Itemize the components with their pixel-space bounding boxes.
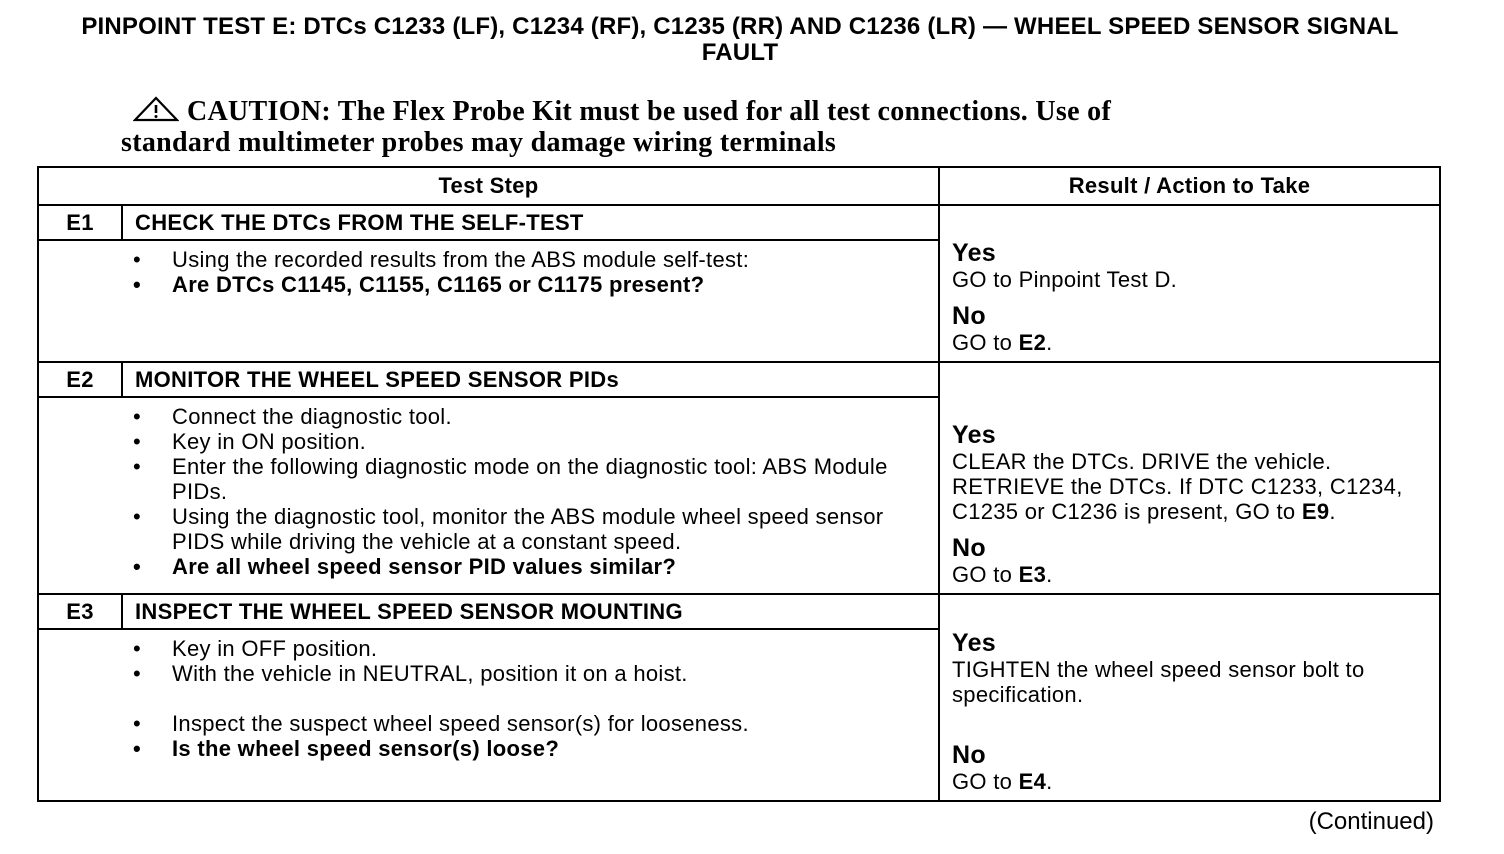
step-result-cell bbox=[939, 362, 1440, 594]
caution-notice bbox=[121, 96, 1251, 158]
pinpoint-test-table bbox=[37, 166, 1441, 802]
yes-action: GO to Pinpoint Test D. bbox=[952, 267, 1178, 292]
step-result-cell bbox=[939, 205, 1440, 362]
list-item: • Connect the diagnostic tool. bbox=[133, 404, 938, 429]
yes-label: Yes bbox=[952, 421, 997, 449]
list-item: • Key in OFF position. bbox=[133, 636, 938, 661]
yes-action: CLEAR the DTCs. DRIVE the vehicle. RETRIEVE the DTCs. If DTC C1233, C1234, C1235 or C1236 is present, GO to E9. bbox=[952, 449, 1403, 524]
yes-label: Yes bbox=[952, 239, 997, 267]
no-label: No bbox=[952, 741, 986, 769]
step-title: INSPECT THE WHEEL SPEED SENSOR MOUNTING bbox=[122, 594, 939, 629]
list-item: • Inspect the suspect wheel speed sensor(s) for looseness. bbox=[133, 711, 938, 736]
step-title-row bbox=[38, 205, 1440, 240]
yes-label: Yes bbox=[952, 629, 997, 657]
step-id: E1 bbox=[38, 205, 122, 240]
test-step-header: Test Step bbox=[38, 167, 939, 205]
no-action: GO to E2. bbox=[952, 330, 1053, 355]
no-action: GO to E4. bbox=[952, 769, 1053, 794]
list-item: • With the vehicle in NEUTRAL, position it on a hoist. bbox=[133, 661, 938, 686]
yes-action-target: E9 bbox=[1301, 499, 1330, 524]
step-title-row bbox=[38, 594, 1440, 629]
step-title: CHECK THE DTCs FROM THE SELF-TEST bbox=[122, 205, 939, 240]
warning-triangle-icon bbox=[133, 96, 179, 122]
step-body bbox=[38, 240, 939, 362]
step-id: E3 bbox=[38, 594, 122, 629]
step-body bbox=[38, 397, 939, 594]
yes-action: TIGHTEN the wheel speed sensor bolt to specification. bbox=[952, 657, 1365, 707]
no-label: No bbox=[952, 534, 986, 562]
no-action-target: E4 bbox=[1018, 769, 1047, 794]
step-body bbox=[38, 629, 939, 801]
page-title: PINPOINT TEST E: DTCs C1233 (LF), C1234 (RF), C1235 (RR) AND C1236 (LR) — WHEEL SPEED SENSOR SIGNAL FAULT bbox=[81, 13, 1399, 66]
list-item-question: • Are all wheel speed sensor PID values similar? bbox=[133, 554, 938, 579]
continued-label: (Continued) bbox=[1308, 808, 1434, 835]
caution-text-line2: standard multimeter probes may damage wiring terminals bbox=[121, 127, 837, 158]
step-result-cell bbox=[939, 594, 1440, 801]
no-action: GO to E3. bbox=[952, 562, 1053, 587]
no-action-target: E3 bbox=[1018, 562, 1047, 587]
step-title-row bbox=[38, 362, 1440, 397]
list-item: • Key in ON position. bbox=[133, 429, 938, 454]
caution-text-line1: CAUTION: The Flex Probe Kit must be used for all test connections. Use of bbox=[187, 96, 1112, 127]
no-action-target: E2 bbox=[1018, 330, 1047, 355]
list-item: • Using the recorded results from the ABS module self-test: bbox=[133, 247, 938, 272]
list-item-question: • Is the wheel speed sensor(s) loose? bbox=[133, 736, 938, 761]
no-label: No bbox=[952, 302, 986, 330]
result-header: Result / Action to Take bbox=[939, 167, 1440, 205]
list-item: • Using the diagnostic tool, monitor the ABS module wheel speed sensor PIDS while driving the vehicle at a constant speed. bbox=[133, 504, 938, 554]
list-item-question: • Are DTCs C1145, C1155, C1165 or C1175 present? bbox=[133, 272, 938, 297]
table-header-row bbox=[38, 167, 1440, 205]
step-title: MONITOR THE WHEEL SPEED SENSOR PIDs bbox=[122, 362, 939, 397]
step-id: E2 bbox=[38, 362, 122, 397]
list-item: • Enter the following diagnostic mode on the diagnostic tool: ABS Module PIDs. bbox=[133, 454, 938, 504]
